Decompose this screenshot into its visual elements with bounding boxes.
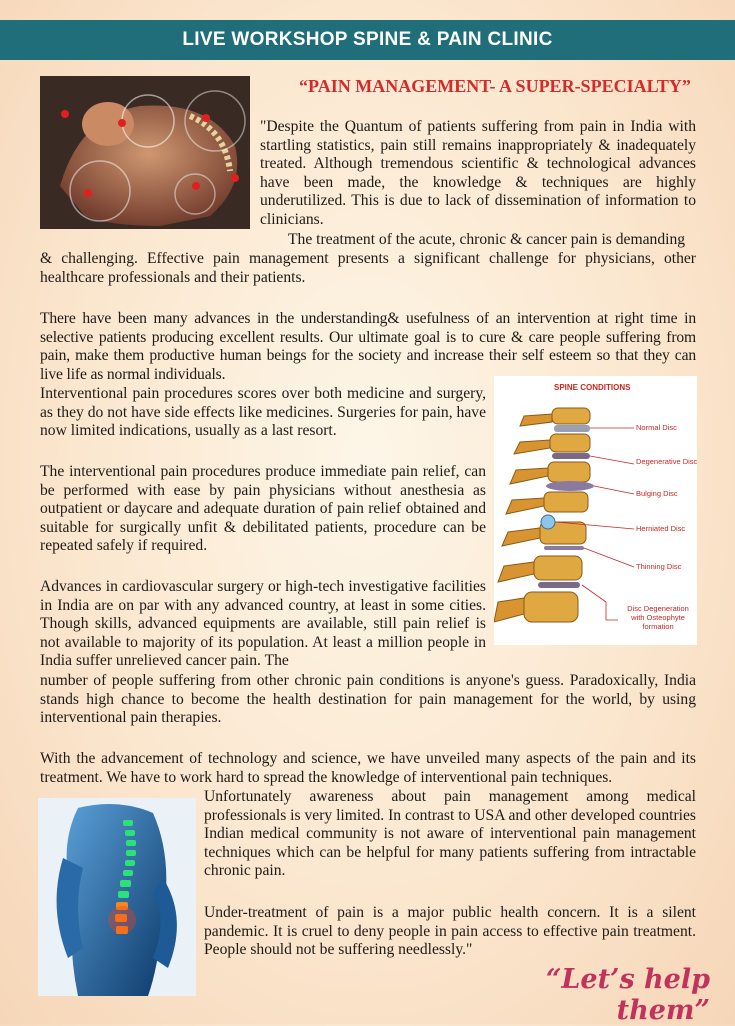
signoff-quote: “Let’s help them”: [545, 964, 710, 1026]
pain-figure-image: [40, 76, 250, 229]
paragraph-6b: number of people suffering from other chronic pain conditions is anyone's guess. Paradoxically, India stands high chance to become the health destination for pain management for the world, by using interventional pain therapies.: [40, 672, 696, 727]
label-thinning-disc: Thinning Disc: [636, 562, 682, 571]
spine-figure-title: SPINE CONDITIONS: [554, 383, 631, 392]
article-title: “PAIN MANAGEMENT- A SUPER-SPECIALTY”: [299, 76, 691, 96]
paragraph-2a: The treatment of the acute, chronic & cancer pain is demanding: [288, 231, 686, 248]
label-herniated-disc: Herniated Disc: [636, 524, 686, 533]
paragraph-7: With the advancement of technology and science, we have unveiled many aspects of the pain and its treatment. We have to work hard to spread the knowledge of interventional pain techniques.: [40, 750, 696, 786]
paragraph-6a: Advances in cardiovascular surgery or high-tech investigative facilities in India are on par with any advanced country, at least in some cities. Though skills, advanced equipments are available, still pain relief is not available to majority of its population. At least a million people in India suffer unrelieved cancer pain. The: [40, 578, 486, 670]
back-pain-image: [38, 798, 196, 996]
paragraph-8: Unfortunately awareness about pain management among medical professionals is very limited. In contrast to USA and other developed countries Indian medical community is not aware of interventional pain management techniques which can be helpful for many patients suffering from intractable chronic pain.: [204, 788, 696, 880]
paragraph-9: Under-treatment of pain is a major public health concern. It is a silent pandemic. It is cruel to deny people in pain access to effective pain treatment. People should not be suffering needlessly.": [204, 904, 696, 959]
paragraph-4: Interventional pain procedures scores over both medicine and surgery, as they do not have side effects like medicines. Surgeries for pain, have now limited indications, usually as a last resort.: [40, 385, 486, 440]
paragraph-3: There have been many advances in the understanding& usefulness of an intervention at right time in selective patients producing excellent results. Our ultimate goal is to cure & care people suffering from pain, make them productive human beings for the society and increase their self esteem so that they can live life as normal individuals.: [40, 310, 696, 383]
paragraph-5: The interventional pain procedures produce immediate pain relief, can be performed with ease by pain physicians without anesthesia as outpatient or daycare and adequate duration of pain relief obtained and suitable for surgically unfit & debilitated patients, procedure can be repeated safely if required.: [40, 463, 486, 555]
label-degenerative-disc: Degenerative Disc: [636, 457, 697, 466]
paragraph-1: "Despite the Quantum of patients suffering from pain in India with startling statistics, pain still remains inappropriately & inadequately treated. Although tremendous scientific & technological advances have been made, the knowledge & techniques are highly underutilized. This is due to lack of dissemination of information to clinicians.: [260, 118, 696, 228]
paragraph-2b: & challenging. Effective pain management presents a significant challenge for physicians, other healthcare professionals and their patients.: [40, 250, 696, 286]
label-bulging-disc: Bulging Disc: [636, 489, 678, 498]
spine-conditions-figure: [494, 376, 697, 645]
label-disc-degeneration: Disc Degeneration with Osteophyte formation: [627, 604, 689, 631]
page-header: [0, 20, 735, 60]
header-title: LIVE WORKSHOP SPINE & PAIN CLINIC: [182, 29, 553, 50]
label-normal-disc: Normal Disc: [636, 423, 677, 432]
